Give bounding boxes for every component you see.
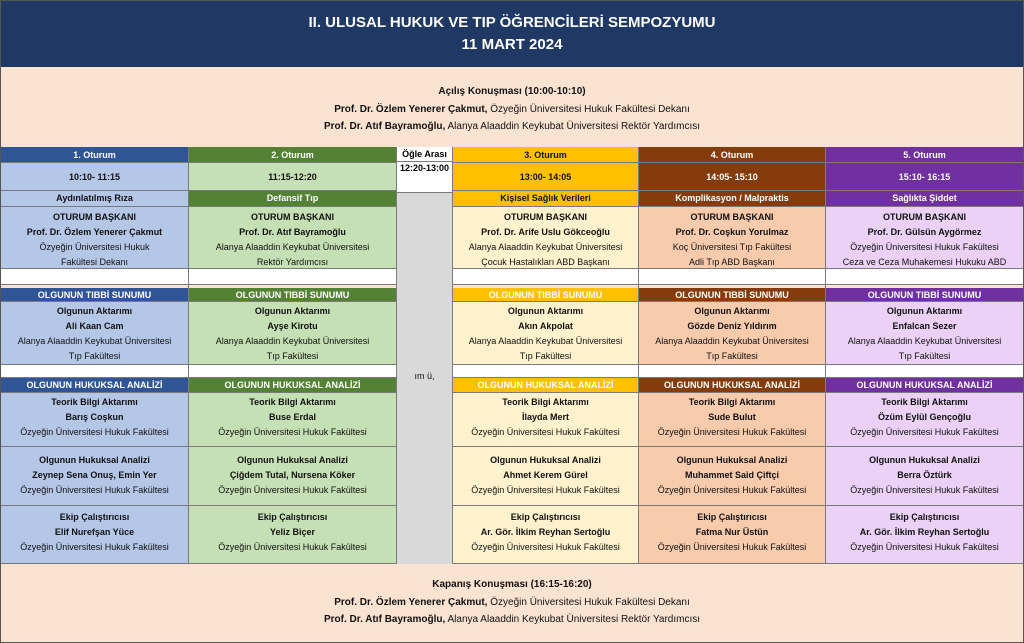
program-header <box>1 1 1023 67</box>
team-block <box>1 506 188 564</box>
presenter-label: Olgunun Aktarımı <box>56 306 133 316</box>
presenter-affiliation: Tıp Fakültesi <box>68 351 121 361</box>
presenter-affiliation: Tıp Fakültesi <box>898 351 951 361</box>
analysis-name: Ahmet Kerem Gürel <box>503 470 588 480</box>
team-name: Elif Nurefşan Yüce <box>54 527 135 537</box>
team-affiliation: Özyeğin Üniversitesi Hukuk Fakültesi <box>20 542 169 552</box>
opening-speaker-2: Prof. Dr. Atıf Bayramoğlu, Alanya Alaaddin Keykubat Üniversitesi Rektör Yardımcısı <box>323 121 701 132</box>
theory-name: Özüm Eylül Gençoğlu <box>877 412 971 422</box>
medical-block <box>639 302 825 365</box>
theory-label: Teorik Bilgi Aktarımı <box>249 397 336 407</box>
session-column-1 <box>1 147 189 564</box>
session-header: 5. Oturum <box>826 147 1023 163</box>
team-label: Ekip Çalıştırıcısı <box>59 512 130 522</box>
chair-block <box>453 207 638 269</box>
session-topic: Kişisel Sağlık Verileri <box>453 191 638 207</box>
session-column-5 <box>826 147 1023 564</box>
medical-header: OLGUNUN TIBBİ SUNUMU <box>639 288 825 302</box>
team-block <box>826 506 1023 564</box>
spacer <box>453 365 638 378</box>
theory-block <box>453 393 638 447</box>
program-date: 11 MART 2024 <box>461 36 563 53</box>
opening-speech <box>1 67 1023 147</box>
team-name: Ar. Gör. İlkim Reyhan Sertoğlu <box>859 527 990 537</box>
session-column-2 <box>189 147 396 564</box>
presenter-name: Ayşe Kirotu <box>267 321 318 331</box>
analysis-name: Zeynep Sena Onuş, Emin Yer <box>32 470 157 480</box>
theory-label: Teorik Bilgi Aktarımı <box>688 397 776 407</box>
program-title: II. ULUSAL HUKUK VE TIP ÖĞRENCİLERİ SEMPOZYUMU <box>308 14 716 31</box>
chair-block <box>639 207 825 269</box>
session-header: 4. Oturum <box>639 147 825 163</box>
analysis-label: Olgunun Hukuksal Analizi <box>676 455 788 465</box>
spacer <box>1 269 188 285</box>
chair-label: OTURUM BAŞKANI <box>883 212 966 222</box>
analysis-affiliation: Özyeğin Üniversitesi Hukuk Fakültesi <box>471 485 620 495</box>
chair-label: OTURUM BAŞKANI <box>690 212 774 222</box>
team-label: Ekip Çalıştırıcısı <box>257 512 328 522</box>
team-affiliation: Özyeğin Üniversitesi Hukuk Fakültesi <box>471 542 620 552</box>
spacer <box>826 365 1023 378</box>
presenter-affiliation: Alanya Alaaddin Keykubat Üniversitesi <box>17 336 172 346</box>
spacer <box>639 365 825 378</box>
presenter-name: Enfalcan Sezer <box>892 321 957 331</box>
medical-block <box>1 302 188 365</box>
team-name: Ar. Gör. İlkim Reyhan Sertoğlu <box>480 527 611 537</box>
presenter-affiliation: Tıp Fakültesi <box>519 351 572 361</box>
analysis-block <box>639 447 825 506</box>
legal-header: OLGUNUN HUKUKSAL ANALİZİ <box>189 378 396 393</box>
medical-header: OLGUNUN TIBBİ SUNUMU <box>826 288 1023 302</box>
team-block <box>639 506 825 564</box>
closing-speaker-2: Prof. Dr. Atıf Bayramoğlu, Alanya Alaaddin Keykubat Üniversitesi Rektör Yardımcısı <box>323 614 701 625</box>
chair-affiliation: Özyeğin Üniversitesi Hukuk <box>39 242 150 252</box>
session-header: 1. Oturum <box>1 147 188 163</box>
legal-header: OLGUNUN HUKUKSAL ANALİZİ <box>453 378 638 393</box>
chair-affiliation: Alanya Alaaddin Keykubat Üniversitesi <box>215 242 370 252</box>
medical-block <box>453 302 638 365</box>
lunch-break-column <box>396 147 453 564</box>
session-time: 10:10- 11:15 <box>1 163 188 191</box>
opening-title: Açılış Konuşması (10:00-10:10) <box>438 86 586 97</box>
presenter-name: Gözde Deniz Yıldırım <box>687 321 777 331</box>
spacer <box>826 269 1023 285</box>
chair-affiliation: Koç Üniversitesi Tıp Fakültesi <box>672 242 792 252</box>
team-affiliation: Özyeğin Üniversitesi Hukuk Fakültesi <box>657 542 807 552</box>
analysis-label: Olgunun Hukuksal Analizi <box>237 455 348 465</box>
chair-block <box>1 207 188 269</box>
chair-name: Prof. Dr. Arife Uslu Gökceoğlu <box>481 227 610 237</box>
spacer <box>639 269 825 285</box>
spacer <box>189 365 396 378</box>
chair-affiliation: Adli Tıp ABD Başkanı <box>689 257 775 267</box>
theory-affiliation: Özyeğin Üniversitesi Hukuk Fakültesi <box>471 427 620 437</box>
session-time: 15:10- 16:15 <box>826 163 1023 191</box>
analysis-block <box>453 447 638 506</box>
presenter-name: Akın Akpolat <box>518 321 573 331</box>
presenter-label: Olgunun Aktarımı <box>886 306 963 316</box>
analysis-affiliation: Özyeğin Üniversitesi Hukuk Fakültesi <box>20 485 169 495</box>
lunch-time: 12:20-13:00 <box>397 162 452 193</box>
analysis-label: Olgunun Hukuksal Analizi <box>490 455 601 465</box>
chair-affiliation: Çocuk Hastalıkları ABD Başkanı <box>481 257 610 267</box>
presenter-affiliation: Tıp Fakültesi <box>706 351 758 361</box>
chair-label: OTURUM BAŞKANI <box>251 212 334 222</box>
team-label: Ekip Çalıştırıcısı <box>510 512 581 522</box>
spacer <box>189 269 396 285</box>
team-label: Ekip Çalıştırıcısı <box>889 512 960 522</box>
session-topic: Komplikasyon / Malpraktis <box>639 191 825 207</box>
medical-header: OLGUNUN TIBBİ SUNUMU <box>189 288 396 302</box>
theory-block <box>826 393 1023 447</box>
lunch-mark: ım ü, <box>414 371 435 381</box>
theory-affiliation: Özyeğin Üniversitesi Hukuk Fakültesi <box>657 427 807 437</box>
medical-header: OLGUNUN TIBBİ SUNUMU <box>453 288 638 302</box>
presenter-affiliation: Alanya Alaaddin Keykubat Üniversitesi <box>468 336 623 346</box>
presenter-label: Olgunun Aktarımı <box>254 306 331 316</box>
session-header: 2. Oturum <box>189 147 396 163</box>
analysis-block <box>1 447 188 506</box>
session-time: 13:00- 14:05 <box>453 163 638 191</box>
theory-label: Teorik Bilgi Aktarımı <box>881 397 968 407</box>
legal-header: OLGUNUN HUKUKSAL ANALİZİ <box>826 378 1023 393</box>
session-topic: Sağlıkta Şiddet <box>826 191 1023 207</box>
analysis-name: Berra Öztürk <box>897 470 952 480</box>
presenter-label: Olgunun Aktarımı <box>694 306 770 316</box>
presenter-affiliation: Alanya Alaaddin Keykubat Üniversitesi <box>847 336 1002 346</box>
analysis-name: Muhammet Said Çiftçi <box>684 470 779 480</box>
theory-affiliation: Özyeğin Üniversitesi Hukuk Fakültesi <box>20 427 169 437</box>
chair-label: OTURUM BAŞKANI <box>504 212 587 222</box>
medical-header: OLGUNUN TIBBİ SUNUMU <box>1 288 188 302</box>
theory-name: Barış Coşkun <box>65 412 124 422</box>
analysis-block <box>189 447 396 506</box>
presenter-affiliation: Tıp Fakültesi <box>266 351 319 361</box>
closing-speech <box>1 564 1023 642</box>
spacer <box>453 269 638 285</box>
presenter-affiliation: Alanya Alaaddin Keykubat Üniversitesi <box>215 336 370 346</box>
session-column-3 <box>453 147 639 564</box>
chair-name: Prof. Dr. Coşkun Yorulmaz <box>675 227 789 237</box>
theory-block <box>189 393 396 447</box>
session-column-4 <box>639 147 826 564</box>
team-block <box>189 506 396 564</box>
presenter-label: Olgunun Aktarımı <box>507 306 584 316</box>
theory-block <box>1 393 188 447</box>
team-label: Ekip Çalıştırıcısı <box>697 512 767 522</box>
team-affiliation: Özyeğin Üniversitesi Hukuk Fakültesi <box>850 542 999 552</box>
theory-name: Buse Erdal <box>268 412 317 422</box>
theory-block <box>639 393 825 447</box>
chair-affiliation: Ceza ve Ceza Muhakemesi Hukuku ABD <box>842 257 1007 267</box>
analysis-affiliation: Özyeğin Üniversitesi Hukuk Fakültesi <box>657 485 807 495</box>
opening-speaker-1: Prof. Dr. Özlem Yenerer Çakmut, Özyeğin Üniversitesi Hukuk Fakültesi Dekanı <box>334 104 690 115</box>
session-time: 11:15-12:20 <box>189 163 396 191</box>
theory-name: İlayda Mert <box>521 412 570 422</box>
analysis-block <box>826 447 1023 506</box>
analysis-affiliation: Özyeğin Üniversitesi Hukuk Fakültesi <box>218 485 367 495</box>
theory-name: Sude Bulut <box>708 412 756 422</box>
session-topic: Aydınlatılmış Rıza <box>1 191 188 207</box>
chair-block <box>189 207 396 269</box>
presenter-name: Ali Kaan Cam <box>65 321 124 331</box>
closing-speaker-1: Prof. Dr. Özlem Yenerer Çakmut, Özyeğin Üniversitesi Hukuk Fakültesi Dekanı <box>334 597 690 608</box>
theory-affiliation: Özyeğin Üniversitesi Hukuk Fakültesi <box>850 427 999 437</box>
legal-header: OLGUNUN HUKUKSAL ANALİZİ <box>639 378 825 393</box>
team-affiliation: Özyeğin Üniversitesi Hukuk Fakültesi <box>218 542 367 552</box>
spacer <box>1 365 188 378</box>
theory-label: Teorik Bilgi Aktarımı <box>51 397 138 407</box>
team-name: Yeliz Biçer <box>269 527 316 537</box>
presenter-affiliation: Alanya Alaaddin Keykubat Üniversitesi <box>655 336 809 346</box>
team-block <box>453 506 638 564</box>
closing-title: Kapanış Konuşması (16:15-16:20) <box>432 579 592 590</box>
chair-affiliation: Alanya Alaaddin Keykubat Üniversitesi <box>468 242 623 252</box>
analysis-affiliation: Özyeğin Üniversitesi Hukuk Fakültesi <box>850 485 999 495</box>
chair-name: Prof. Dr. Özlem Yenerer Çakmut <box>26 227 163 237</box>
theory-affiliation: Özyeğin Üniversitesi Hukuk Fakültesi <box>218 427 367 437</box>
session-time: 14:05- 15:10 <box>639 163 825 191</box>
team-name: Fatma Nur Üstün <box>695 527 769 537</box>
chair-name: Prof. Dr. Gülsün Aygörmez <box>867 227 982 237</box>
chair-affiliation: Özyeğin Üniversitesi Hukuk Fakültesi <box>850 242 999 252</box>
medical-block <box>189 302 396 365</box>
chair-block <box>826 207 1023 269</box>
analysis-name: Çiğdem Tutal, Nursena Köker <box>229 470 356 480</box>
session-header: 3. Oturum <box>453 147 638 163</box>
theory-label: Teorik Bilgi Aktarımı <box>502 397 589 407</box>
session-topic: Defansif Tıp <box>189 191 396 207</box>
medical-block <box>826 302 1023 365</box>
legal-header: OLGUNUN HUKUKSAL ANALİZİ <box>1 378 188 393</box>
chair-name: Prof. Dr. Atıf Bayramoğlu <box>239 227 346 237</box>
chair-affiliation: Rektör Yardımcısı <box>256 257 329 267</box>
analysis-label: Olgunun Hukuksal Analizi <box>39 455 150 465</box>
lunch-label: Öğle Arası <box>397 147 452 162</box>
chair-affiliation: Fakültesi Dekanı <box>60 257 129 267</box>
analysis-label: Olgunun Hukuksal Analizi <box>869 455 980 465</box>
chair-label: OTURUM BAŞKANI <box>53 212 136 222</box>
